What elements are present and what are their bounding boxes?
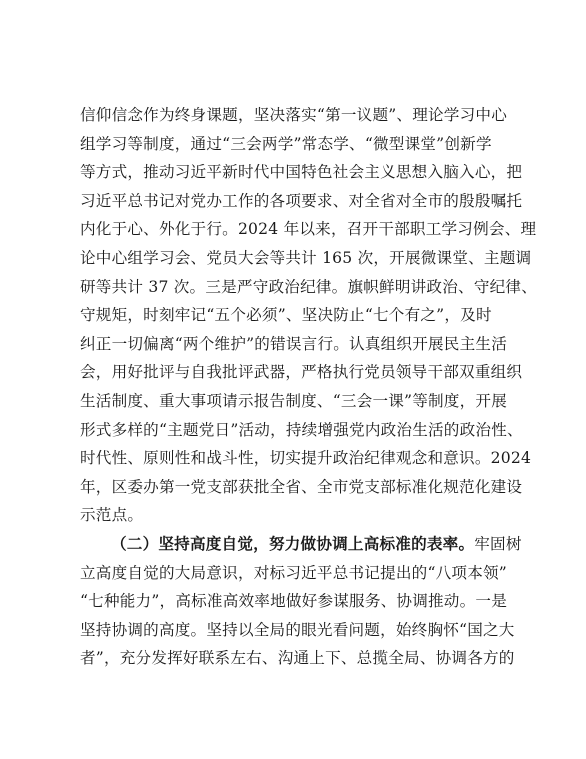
- text-line: “七种能力”，高标准高效率地做好参谋服务、协调推动。一是: [80, 592, 507, 611]
- text-line: 立高度自觉的大局意识，对标习近平总书记提出的“八项本领”: [80, 563, 507, 582]
- text-line: 等方式，推动习近平新时代中国特色社会主义思想入脑入心，把: [80, 163, 523, 182]
- text-line: 习近平总书记对党办工作的各项要求、对全省对全市的殷殷嘱托: [80, 191, 523, 210]
- text-line: 守规矩，时刻牢记“五个必须”、坚决防止“七个有之”，及时: [80, 306, 492, 325]
- section-heading-line: [80, 530, 522, 559]
- body-text: [80, 101, 537, 673]
- text-line: 信仰信念作为终身课题，坚决落实“第一议题”、理论学习中心: [80, 106, 507, 124]
- section-heading: （二）坚持高度自觉，努力做协调上高标准的表率。: [111, 533, 475, 553]
- text-line: 内化于心、外化于行。2024 年以来，召开干部职工学习例会、理: [80, 220, 537, 239]
- text-line: 会，用好批评与自我批评武器，严格执行党员领导干部双重组织: [80, 363, 523, 382]
- section-heading-continuation: 牢固树: [474, 534, 522, 553]
- text-line: 形式多样的“主题党日”活动，持续增强党内政治生活的政治性、: [80, 420, 523, 439]
- text-line: 时代性、原则性和战斗性，切实提升政治纪律观念和意识。2024: [80, 449, 532, 468]
- text-line: 示范点。: [80, 506, 144, 525]
- text-line: 者”，充分发挥好联系左右、沟通上下、总揽全局、协调各方的: [80, 649, 515, 668]
- text-line: 生活制度、重大事项请示报告制度、“三会一课”等制度，开展: [80, 391, 507, 410]
- text-line: 年，区委办第一党支部获批全省、全市党支部标准化规范化建设: [80, 477, 523, 496]
- text-line: 纠正一切偏离“两个维护”的错误言行。认真组织开展民主生活: [80, 334, 507, 353]
- text-line: 坚持协调的高度。坚持以全局的眼光看问题，始终胸怀“国之大: [80, 620, 515, 639]
- text-line: 研等共计 37 次。三是严守政治纪律。旗帜鲜明讲政治、守纪律、: [80, 277, 537, 296]
- text-line: 论中心组学习会、党员大会等共计 165 次，开展微课堂、主题调: [80, 248, 532, 267]
- text-line: 组学习等制度，通过“三会两学”常态学、“微型课堂”创新学: [80, 134, 492, 153]
